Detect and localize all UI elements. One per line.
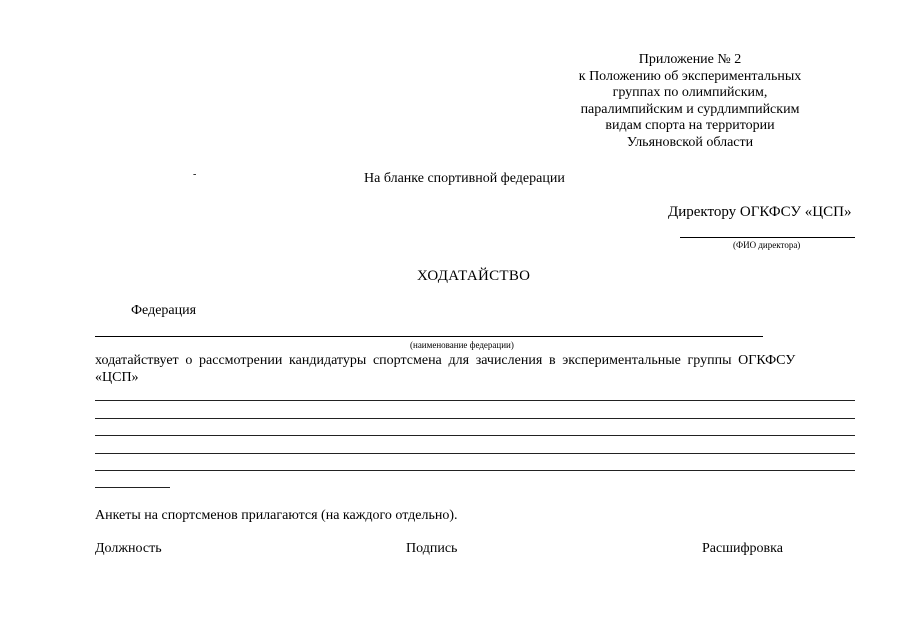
petition-text-line2: «ЦСП» [95, 370, 139, 385]
letterhead-note: Ha бланке спортивной федерации [364, 171, 565, 186]
federation-label: Федерация [131, 303, 197, 318]
fill-line [95, 400, 855, 401]
appendix-line: группах по олимпийским, [612, 85, 768, 101]
appendix-line: Ульяновской области [626, 134, 754, 150]
appendix-line: Приложение № 2 [638, 52, 742, 67]
fill-line [95, 470, 855, 471]
appendix-line: к Положению об экспериментальных [578, 68, 802, 84]
document-title: ХОДАТАЙСТВО [417, 268, 531, 284]
attachments-note: Анкеты на спортсменов прилагаются (на каждого отдельно). [95, 508, 458, 523]
fill-line [95, 418, 855, 419]
scan-mark: - [193, 169, 197, 180]
fill-line [95, 435, 855, 436]
fill-line [95, 453, 855, 454]
fill-line-short [95, 487, 170, 488]
appendix-block [540, 52, 840, 152]
fio-caption: (ФИО директора) [733, 240, 801, 250]
signature-decoding-label: Расшифровка [702, 541, 783, 556]
appendix-line: видам спорта на территории [605, 118, 775, 134]
signature-position-label: Должность [95, 541, 162, 556]
appendix-line: паралимпийским и сурдлимпийским [580, 101, 800, 117]
federation-caption: (наименование федерации) [410, 340, 514, 350]
signature-label: Подпись [406, 541, 458, 556]
federation-line [95, 336, 763, 337]
petition-text-line1: ходатайствует о рассмотрении кандидатуры спортсмена для зачисления в экспериментальные группы ОГКФСУ [95, 353, 796, 368]
fio-line [680, 237, 855, 238]
addressee-to: Директору ОГКФСУ «ЦСП» [668, 204, 852, 220]
